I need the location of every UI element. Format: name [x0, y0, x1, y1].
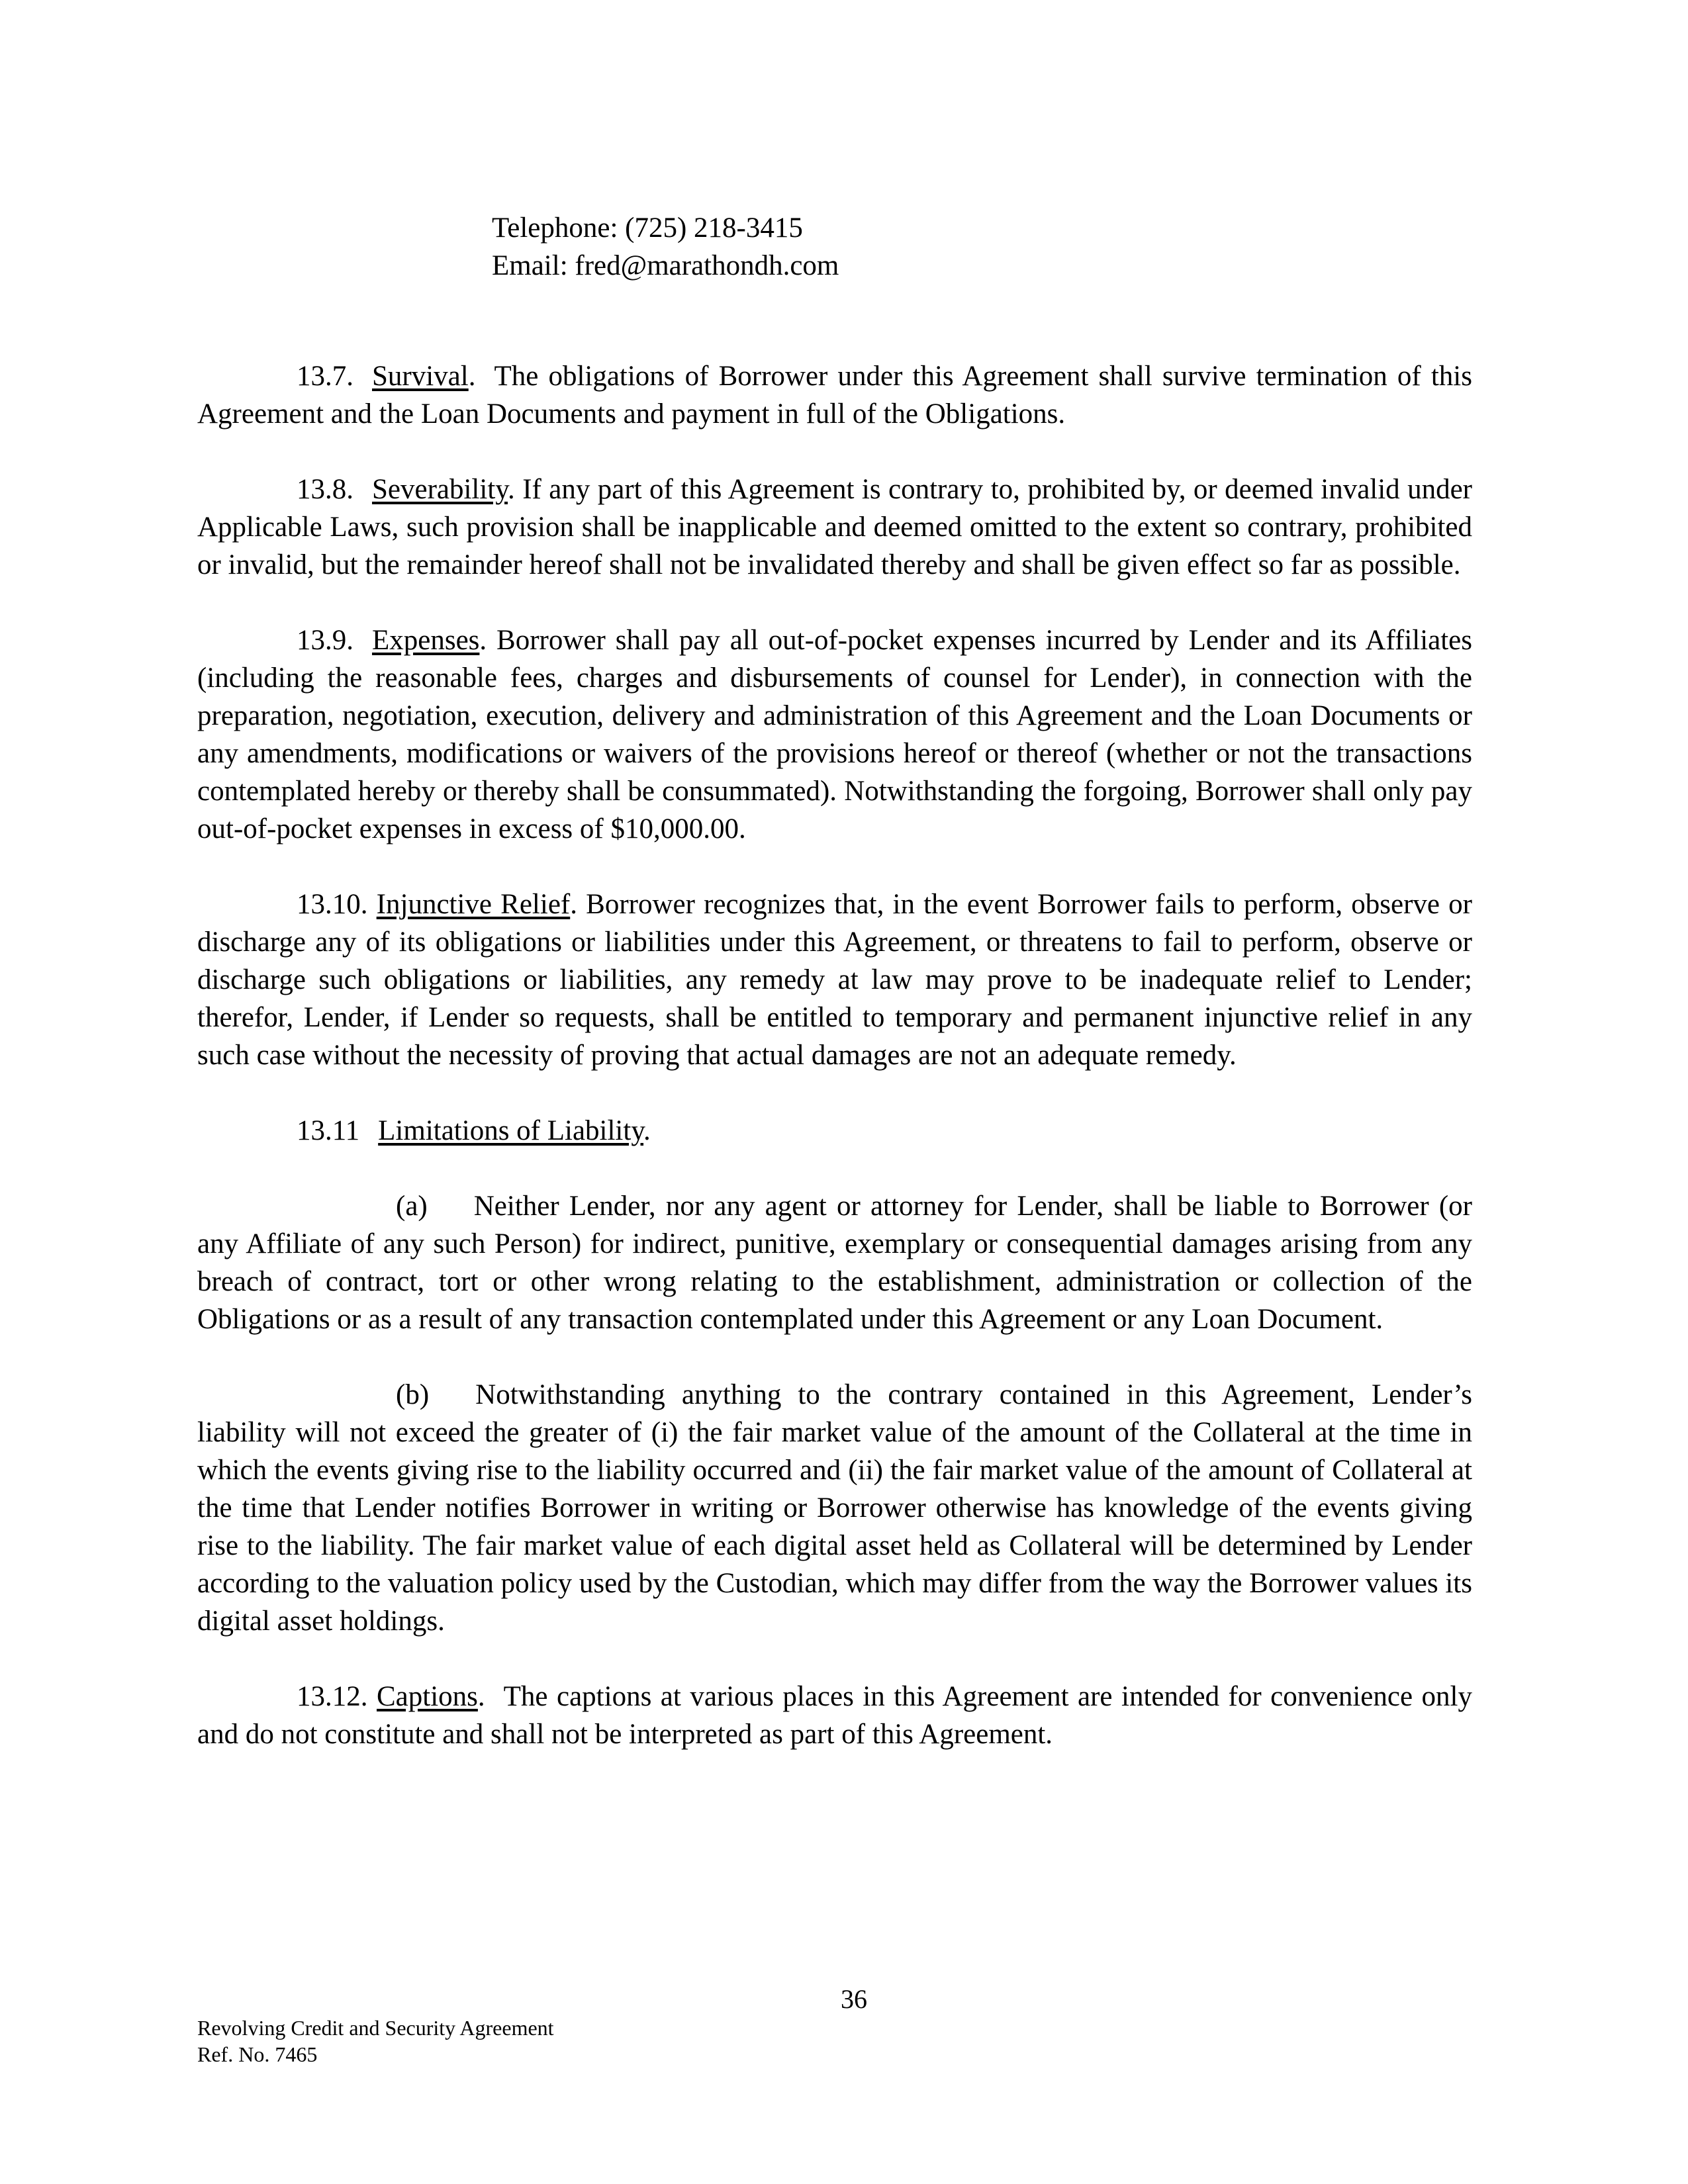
section-body: If any part of this Agreement is contrary to, prohibited by, or deemed invalid under Applicable Laws, such provision shall be inapplicable and deemed omitted to the extent so contrary, prohibited or invalid, but the remainder hereof shall not be invalidated thereby and shall be given effect so far as possible.	[197, 474, 1472, 580]
section-13-12: 13.12. Captions. The captions at various places in this Agreement are intended for convenience only and do not constitute and shall not be interpreted as part of this Agreement.	[197, 1681, 1472, 1750]
section-number: 13.11	[297, 1115, 360, 1146]
section-title: Injunctive Relief	[376, 889, 571, 920]
subsection-label: (a)	[396, 1191, 428, 1222]
footer	[197, 2015, 554, 2068]
section-number: 13.8.	[297, 474, 353, 505]
section-body: The captions at various places in this Agreement are intended for convenience only and do not constitute and shall not be interpreted as part of this Agreement.	[197, 1681, 1472, 1750]
section-number: 13.10.	[297, 889, 368, 920]
section-body: The obligations of Borrower under this Agreement shall survive termination of this Agreement and the Loan Documents and payment in full of the Obligations.	[197, 361, 1472, 430]
section-number: 13.9.	[297, 625, 353, 656]
section-13-8: 13.8. Severability. If any part of this Agreement is contrary to, prohibited by, or deemed invalid under Applicable Laws, such provision shall be inapplicable and deemed omitted to the extent so contrary, prohibited or invalid, but the remainder hereof shall not be invalidated thereby and shall be given effect so far as possible.	[197, 474, 1472, 580]
section-title: Limitations of Liability	[378, 1115, 644, 1146]
section-title: Severability	[372, 474, 508, 505]
section-title: Expenses	[372, 625, 480, 656]
section-body: Borrower shall pay all out-of-pocket expenses incurred by Lender and its Affiliates (including the reasonable fees, charges and disbursements of counsel for Lender), in connection with the preparation, negotiation, execution, delivery and administration of this Agreement and the Loan Documents or any amendments, modifications or waivers of the provisions hereof or thereof (whether or not the transactions contemplated hereby or thereby shall be consummated). Notwithstanding the forgoing, Borrower shall only pay out-of-pocket expenses in excess of $10,000.00.	[197, 625, 1473, 844]
document-body	[197, 357, 1472, 1791]
contact-block	[492, 209, 839, 285]
section-13-11-b	[197, 1376, 1472, 1640]
telephone-line: Telephone: (725) 218-3415	[492, 212, 803, 244]
email-line: Email: fred@marathondh.com	[492, 250, 839, 281]
footer-title: Revolving Credit and Security Agreement	[197, 2016, 554, 2040]
section-body: Borrower recognizes that, in the event Borrower fails to perform, observe or discharge any of its obligations or liabilities under this Agreement, or threatens to fail to perform, observe or discharge such obligations or liabilities, any remedy at law may prove to be inadequate relief to Lender; therefor, Lender, if Lender so requests, shall be entitled to temporary and permanent injunctive relief in any such case without the necessity of proving that actual damages are not an adequate remedy.	[197, 889, 1472, 1071]
page-number: 36	[841, 1984, 867, 2014]
subsection-label: (b)	[396, 1379, 430, 1410]
section-13-7: 13.7. Survival. The obligations of Borrower under this Agreement shall survive termination of this Agreement and the Loan Documents and payment in full of the Obligations.	[197, 361, 1472, 430]
section-13-9: 13.9. Expenses. Borrower shall pay all out-of-pocket expenses incurred by Lender and its Affiliates (including the reasonable fees, charges and disbursements of counsel for Lender), in connection with the preparation, negotiation, execution, delivery and administration of this Agreement and the Loan Documents or any amendments, modifications or waivers of the provisions hereof or thereof (whether or not the transactions contemplated hereby or thereby shall be consummated). Notwithstanding the forgoing, Borrower shall only pay out-of-pocket expenses in excess of $10,000.00.	[197, 625, 1473, 844]
section-13-10: 13.10. Injunctive Relief. Borrower recognizes that, in the event Borrower fails to perform, observe or discharge any of its obligations or liabilities under this Agreement, or threatens to fail to perform, observe or discharge such obligations or liabilities, any remedy at law may prove to be inadequate relief to Lender; therefor, Lender, if Lender so requests, shall be entitled to temporary and permanent injunctive relief in any such case without the necessity of proving that actual damages are not an adequate remedy.	[197, 889, 1472, 1071]
footer-ref: Ref. No. 7465	[197, 2042, 318, 2066]
section-title: Survival	[372, 361, 469, 392]
section-title: Captions	[377, 1681, 478, 1712]
section-13-11-a	[197, 1187, 1472, 1338]
section-13-11-heading: 13.11 Limitations of Liability.	[297, 1115, 651, 1146]
subsection-body: Neither Lender, nor any agent or attorney for Lender, shall be liable to Borrower (or any Affiliate of any such Person) for indirect, punitive, exemplary or consequential damages arising from any breach of contract, tort or other wrong relating to the establishment, administration or collection of the Obligations or as a result of any transaction contemplated under this Agreement or any Loan Document.	[197, 1191, 1472, 1335]
section-number: 13.12.	[297, 1681, 368, 1712]
subsection-body: Notwithstanding anything to the contrary contained in this Agreement, Lender’s liability will not exceed the greater of (i) the fair market value of the amount of the Collateral at the time in which the events giving rise to the liability occurred and (ii) the fair market value of the amount of Collateral at the time that Lender notifies Borrower in writing or Borrower otherwise has knowledge of the events giving rise to the liability. The fair market value of each digital asset held as Collateral will be determined by Lender according to the valuation policy used by the Custodian, which may differ from the way the Borrower values its digital asset holdings.	[197, 1379, 1472, 1637]
section-number: 13.7.	[297, 361, 353, 392]
